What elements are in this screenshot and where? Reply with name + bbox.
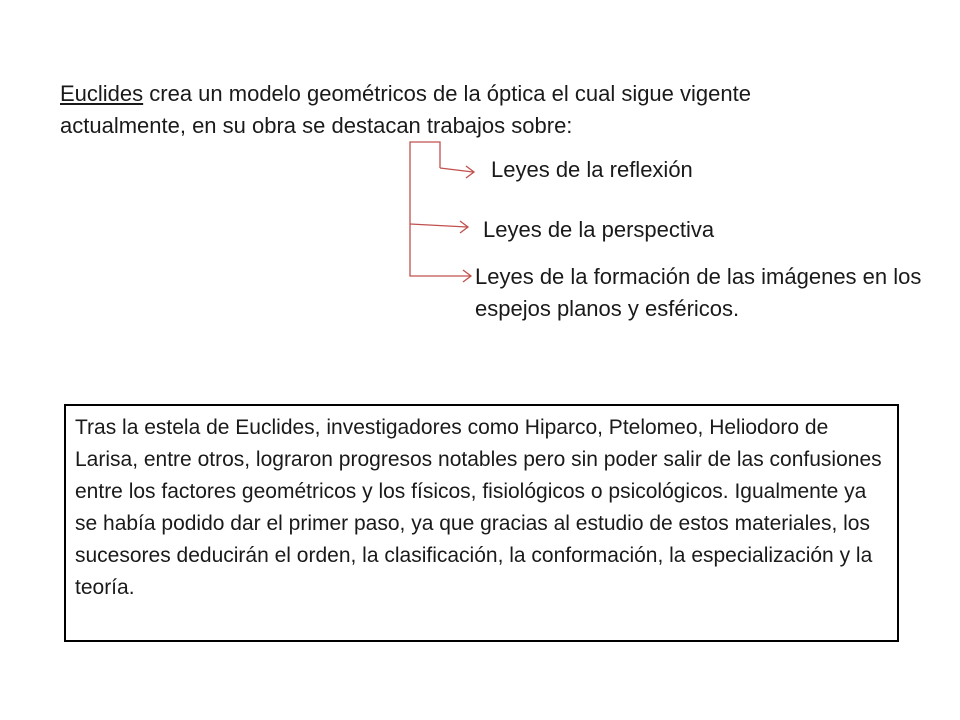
arrow-head-reflexion (466, 166, 474, 178)
euclides-name: Euclides (60, 81, 144, 106)
intro-paragraph (60, 78, 860, 142)
bracket-line (410, 142, 470, 276)
arrow-head-perspectiva (460, 221, 468, 233)
note-box (64, 404, 899, 642)
branch-line-perspectiva (410, 224, 467, 227)
topic-reflexion: Leyes de la reflexión (491, 157, 693, 182)
topic-imagenes: Leyes de la formación de las imágenes en los espejos planos y esféricos. (475, 264, 922, 321)
intro-text: crea un modelo geométricos de la óptica el cual sigue vigente actualmente, en su obra se destacan trabajos sobre: (60, 81, 751, 138)
note-text: Tras la estela de Euclides, investigadores como Hiparco, Ptelomeo, Heliodoro de Larisa, entre otros, lograron progresos notables pero sin poder salir de las confusiones entre los factores geométricos y los físicos, fisiológicos o psicológicos. Igualmente ya se había podido dar el primer paso, ya que gracias al estudio de estos materiales, los sucesores deducirán el orden, la clasificación, la conformación, la especialización y la teoría. (75, 416, 882, 599)
topic-perspectiva: Leyes de la perspectiva (483, 217, 715, 242)
arrow-head-imagenes (463, 270, 471, 282)
branch-line-reflexion (440, 168, 473, 172)
